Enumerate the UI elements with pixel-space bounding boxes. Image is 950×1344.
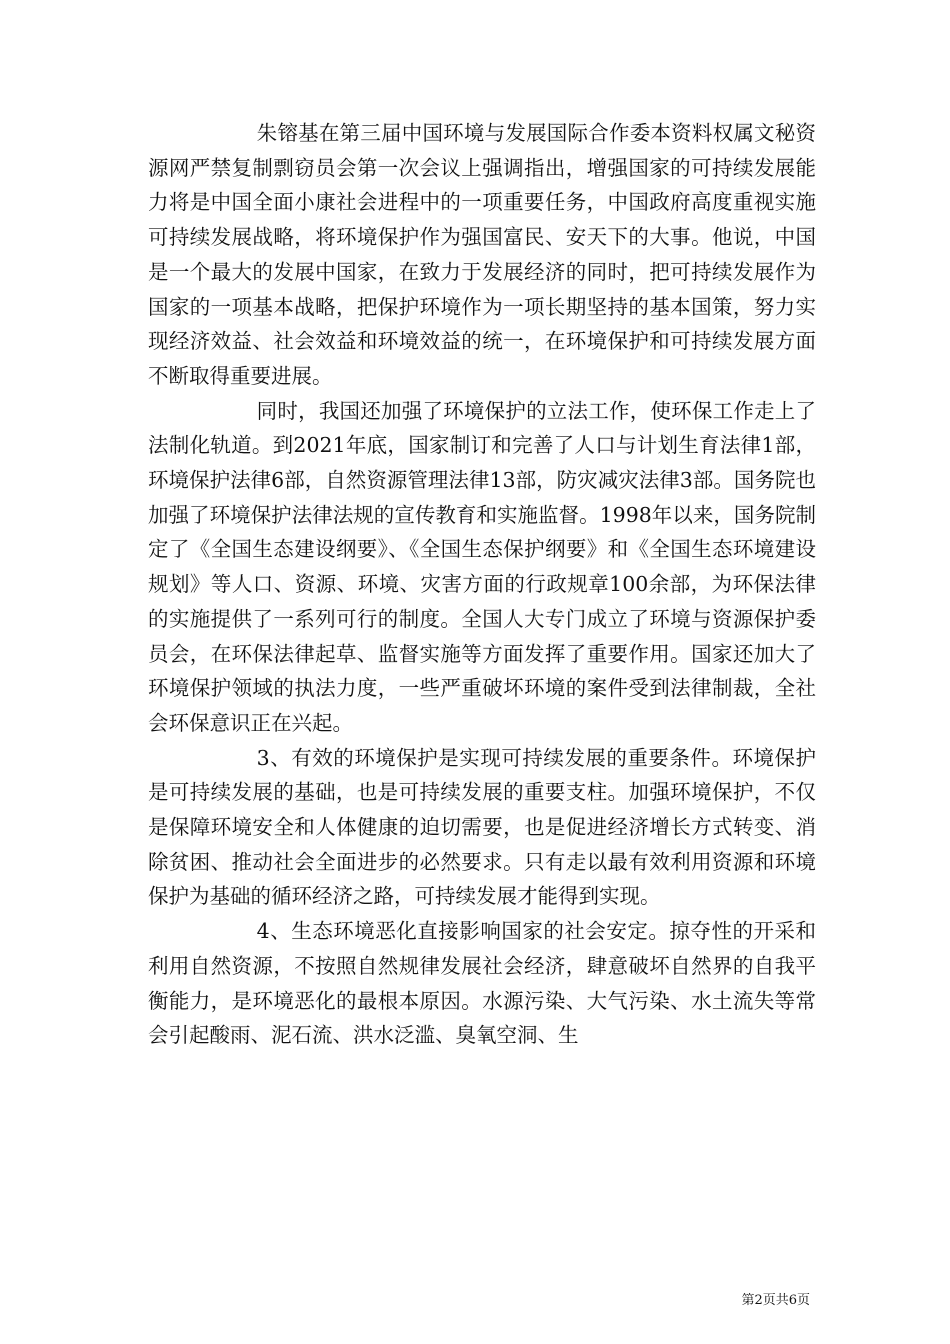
paragraph-2: 同时，我国还加强了环境保护的立法工作，使环保工作走上了法制化轨道。到2021年底，国家制订和完善了人口与计划生育法律1部，环境保护法律6部，自然资源管理法律13部，防灾减灾法律3部。国务院也加强了环境保护法律法规的宣传教育和实施监督。1998年以来，国务院制定了《全国生态建设纲要》、《全国生态保护纲要》和《全国生态环境建设规划》等人口、资源、环境、灾害方面的行政规章100余部，为环保法律的实施提供了一系列可行的制度。全国人大专门成立了环境与资源保护委员会，在环保法律起草、监督实施等方面发挥了重要作用。国家还加大了环境保护领域的执法力度，一些严重破坏环境的案件受到法律制裁，全社会环保意识正在兴起。 <box>148 398 816 735</box>
document-body <box>148 116 816 1053</box>
paragraph-4: 4、生态环境恶化直接影响国家的社会安定。掠夺性的开采和利用自然资源，不按照自然规律发展社会经济，肆意破坏自然界的自我平衡能力，是环境恶化的最根本原因。水源污染、大气污染、水土流失等常会引起酸雨、泥石流、洪水泛滥、臭氧空洞、生 <box>148 919 816 1048</box>
paragraph-1: 朱镕基在第三届中国环境与发展国际合作委本资料权属文秘资源网严禁复制剽窃员会第一次会议上强调指出，增强国家的可持续发展能力将是中国全面小康社会进程中的一项重要任务，中国政府高度重视实施可持续发展战略，将环境保护作为强国富民、安天下的大事。他说，中国是一个最大的发展中国家，在致力于发展经济的同时，把可持续发展作为国家的一项基本战略，把保护环境作为一项长期坚持的基本国策，努力实现经济效益、社会效益和环境效益的统一，在环境保护和可持续发展方面不断取得重要进展。 <box>148 121 816 388</box>
page-number-footer: 第2页共6页 <box>741 1293 810 1308</box>
paragraph-3: 3、有效的环境保护是实现可持续发展的重要条件。环境保护是可持续发展的基础，也是可持续发展的重要支柱。加强环境保护，不仅是保障环境安全和人体健康的迫切需要，也是促进经济增长方式转变、消除贫困、推动社会全面进步的必然要求。只有走以最有效利用资源和环境保护为基础的循环经济之路，可持续发展才能得到实现。 <box>148 745 816 909</box>
